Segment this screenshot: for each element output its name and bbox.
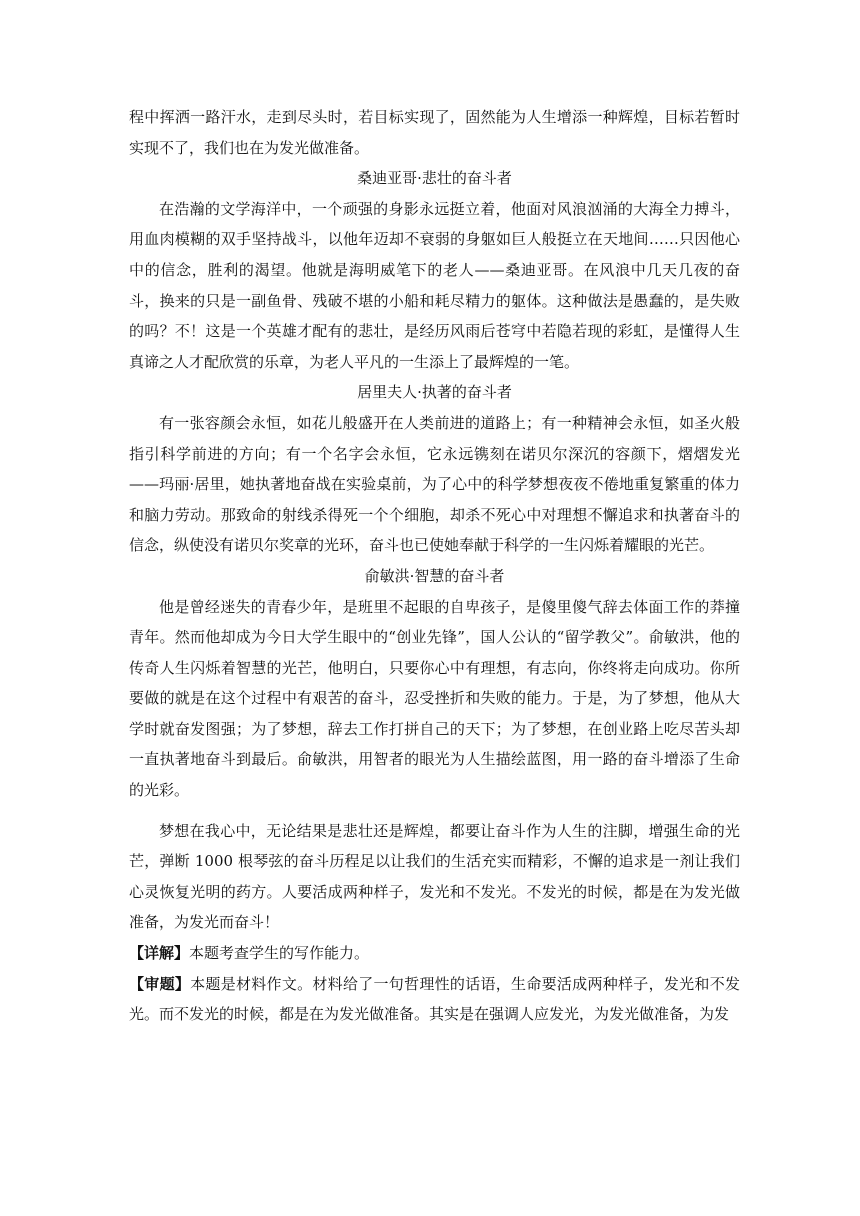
section-title-santiago: 桑迪亚哥·悲壮的奋斗者 bbox=[357, 169, 512, 188]
intro-paragraph: 程中挥洒一路汗水，走到尽头时，若目标实现了，固然能为人生增添一种辉煌，目标若暂时实现不了，我们也在为发光做准备。 bbox=[129, 108, 740, 157]
section-body-curie: 有一张容颜会永恒，如花儿般盛开在人类前进的道路上；有一种精神会永恒，如圣火般指引科学前进的方向；有一个名字会永恒，它永远镌刻在诺贝尔深沉的容颜下，熠熠发光——玛丽·居里，她执著地奋战在实验桌前，为了心中的科学梦想夜夜不倦地重复繁重的体力和脑力劳动。那致命的射线杀得死一个个细胞，却杀不死心中对理想不懈追求和执著奋斗的信念，纵使没有诺贝尔奖章的光环，奋斗也已使她奉献于科学的一生闪烁着耀眼的光芒。 bbox=[129, 413, 740, 555]
analysis-paragraph bbox=[129, 969, 740, 1030]
section-body-santiago: 在浩瀚的文学海洋中，一个顽强的身影永远挺立着，他面对风浪汹涌的大海全力搏斗，用血肉模糊的双手坚持战斗，以他年迈却不衰弱的身躯如巨人般挺立在天地间……只因他心中的信念，胜利的渴望。他就是海明威笔下的老人——桑迪亚哥。在风浪中几天几夜的奋斗，换来的只是一副鱼骨、残破不堪的小船和耗尽精力的躯体。这种做法是愚蠢的，是失败的吗？不！这是一个英雄才配有的悲壮，是经历风雨后苍穹中若隐若现的彩虹，是懂得人生真谛之人才配欣赏的乐章，为老人平凡的一生添上了最辉煌的一笔。 bbox=[129, 199, 740, 371]
section-title-curie: 居里夫人·执著的奋斗者 bbox=[357, 383, 512, 402]
detail-label: 【详解】 bbox=[129, 944, 190, 963]
detail-text: 本题考查学生的写作能力。 bbox=[189, 944, 370, 963]
detail-paragraph bbox=[129, 938, 740, 969]
section-body-yu-minhong: 他是曾经迷失的青春少年，是班里不起眼的自卑孩子，是傻里傻气辞去体面工作的莽撞青年。然而他却成为今日大学生眼中的“创业先锋”，国人公认的“留学教父”。俞敏洪，他的传奇人生闪烁着智慧的光芒，他明白，只要你心中有理想，有志向，你终将走向成功。你所要做的就是在这个过程中有艰苦的奋斗，忍受挫折和失败的能力。于是，为了梦想，他从大学时就奋发图强；为了梦想，辞去工作打拼自己的天下；为了梦想，在创业路上吃尽苦头却一直执著地奋斗到最后。俞敏洪，用智者的眼光为人生描绘蓝图，用一路的奋斗增添了生命的光彩。 bbox=[129, 597, 740, 800]
analysis-label: 【审题】 bbox=[129, 974, 191, 993]
analysis-text: 本题是材料作文。材料给了一句哲理性的话语，生命要活成两种样子，发光和不发光。而不发光的时候，都是在为发光做准备。其实是在强调人应发光，为发光做准备，为发 bbox=[129, 974, 740, 1024]
paragraph-spacer bbox=[129, 806, 740, 816]
section-title-yu-minhong: 俞敏洪·智慧的奋斗者 bbox=[364, 566, 505, 585]
document-body bbox=[129, 102, 740, 1030]
closing-paragraph: 梦想在我心中，无论结果是悲壮还是辉煌，都要让奋斗作为人生的注脚，增强生命的光芒，弹断 1000 根琴弦的奋斗历程足以让我们的生活充实而精彩，不懈的追求是一剂让我们心灵恢复光明的药方。人要活成两种样子，发光和不发光。不发光的时候，都是在为发光做准备，为发光而奋斗！ bbox=[129, 821, 740, 932]
